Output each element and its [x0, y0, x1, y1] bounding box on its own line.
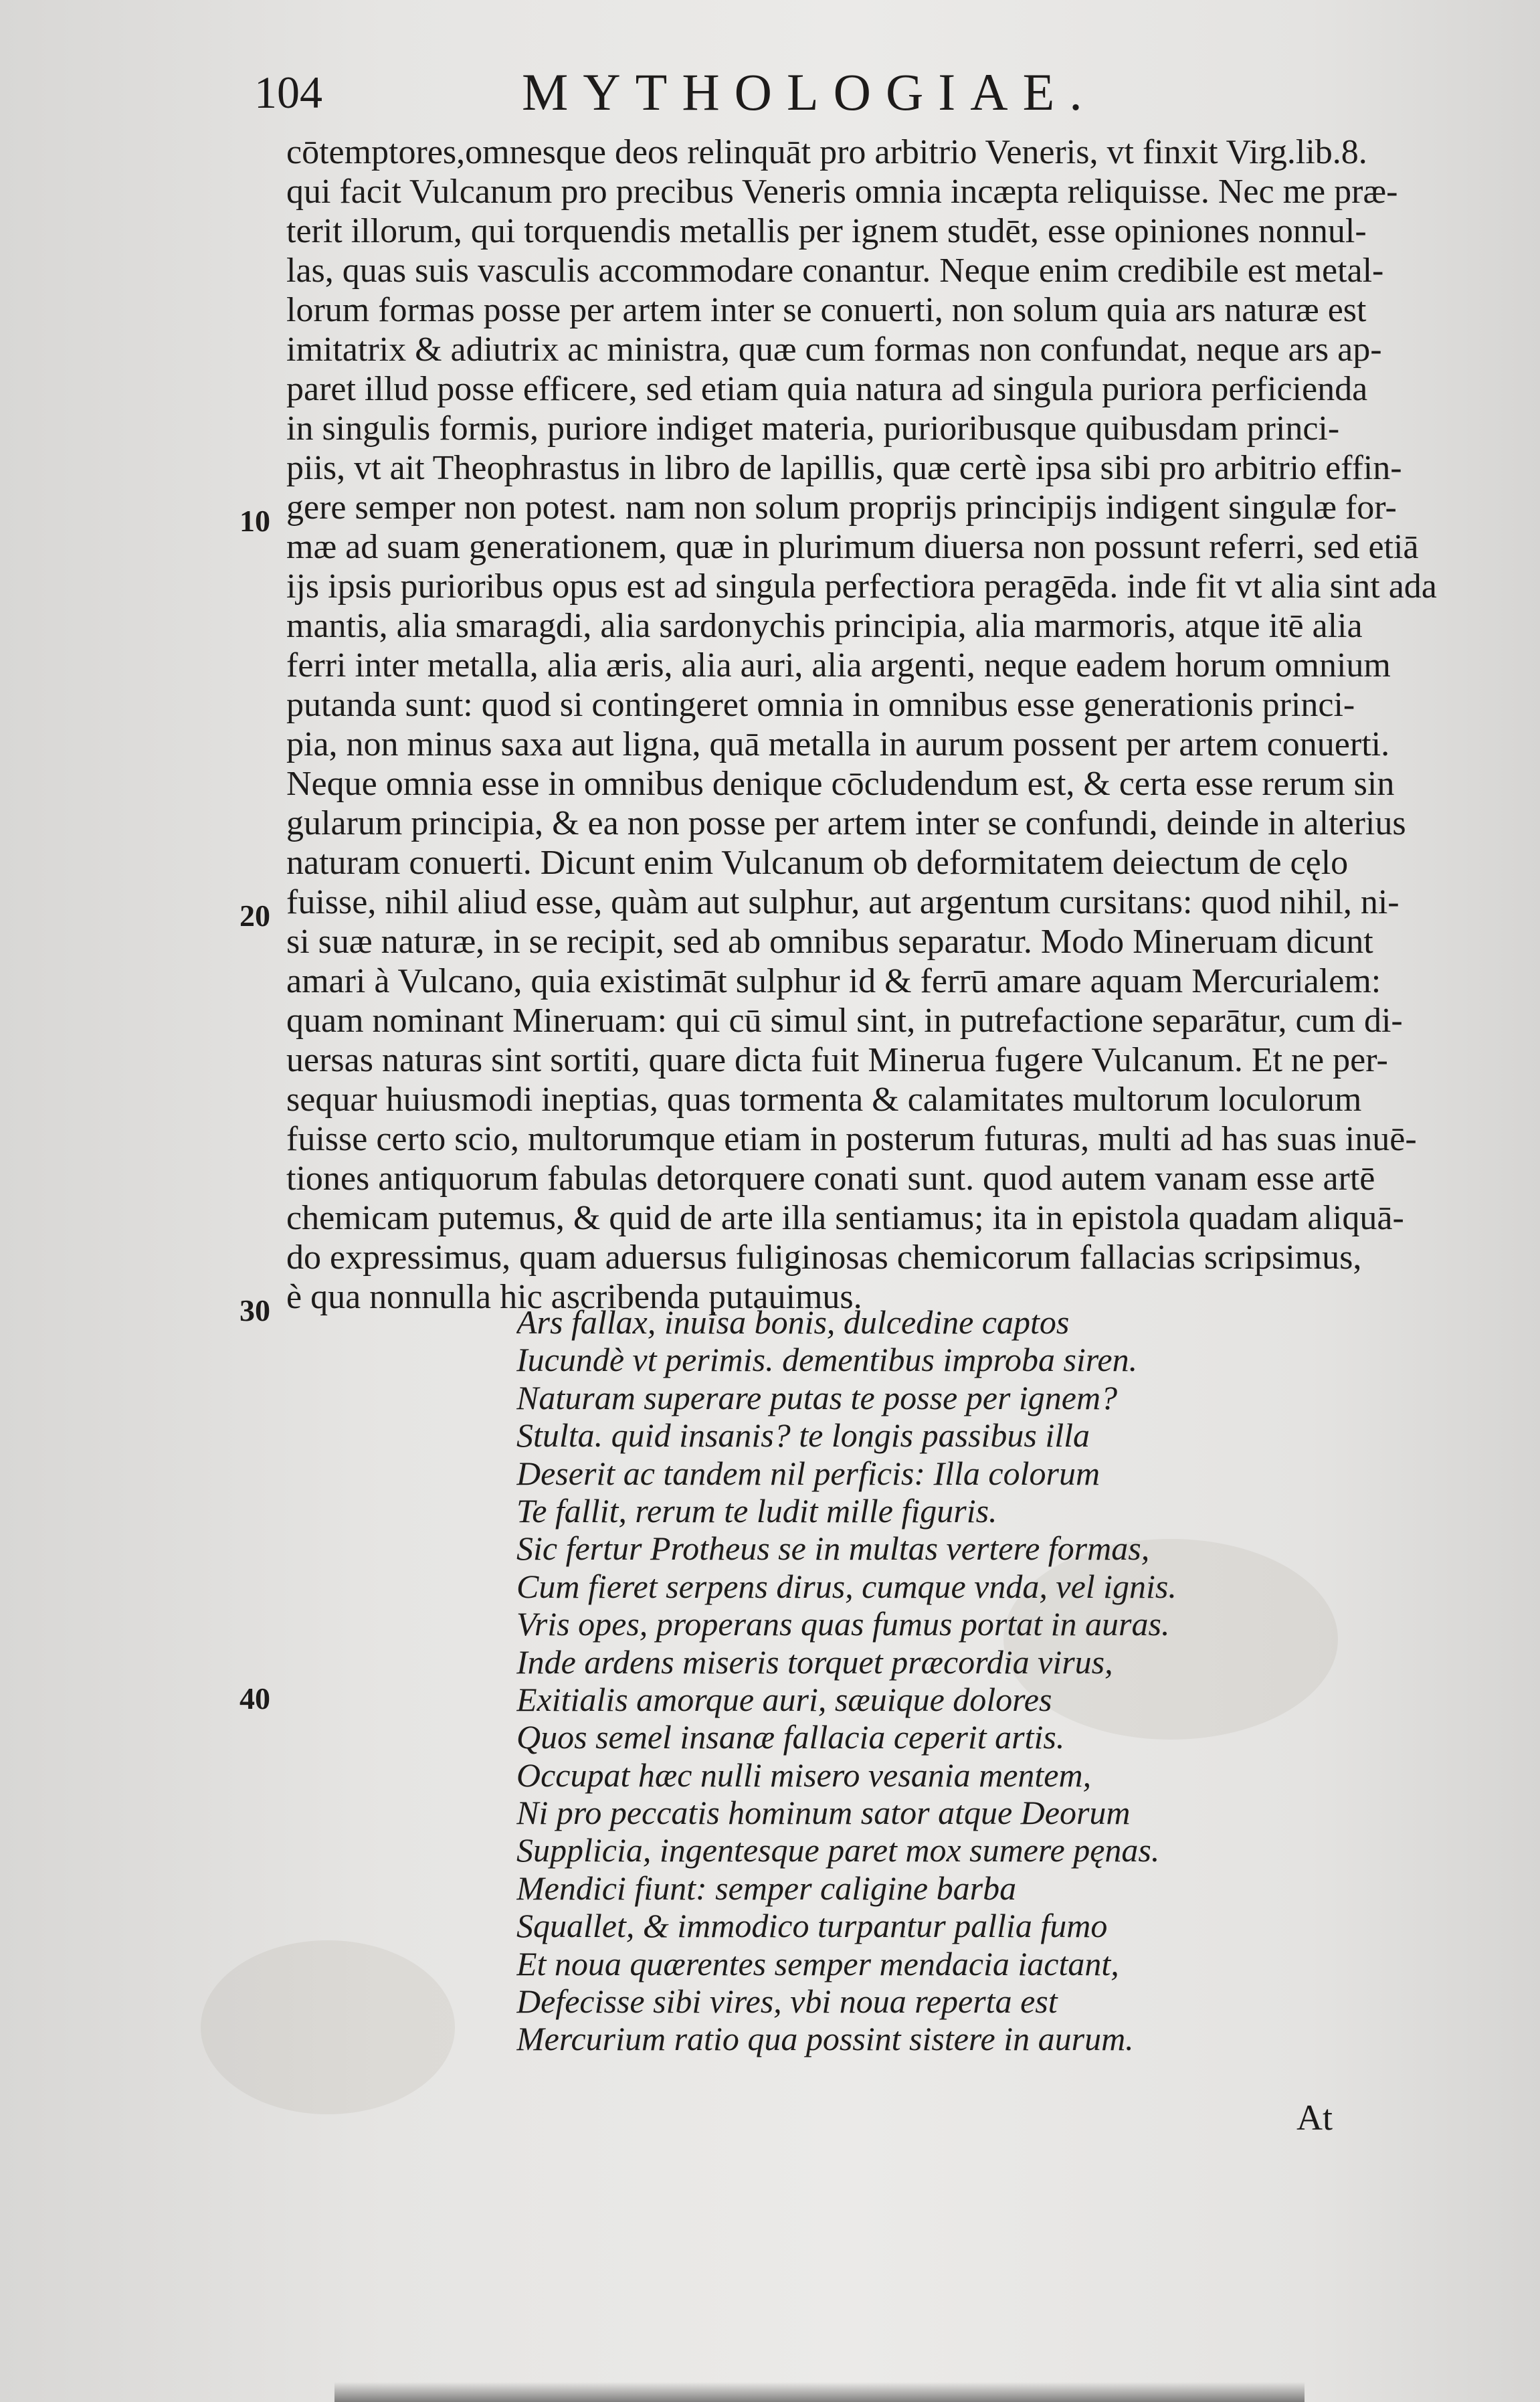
text-line: naturam conuerti. Dicunt enim Vulcanum ob deformitatem deiectum de cęlo [286, 844, 1349, 882]
text-line: piis, vt ait Theophrastus in libro de lapillis, quæ certè ipsa sibi pro arbitrio effin- [286, 449, 1402, 487]
text-line: ferri inter metalla, alia æris, alia auri, alia argenti, neque eadem horum omnium [286, 646, 1391, 684]
verse-line: Sic fertur Protheus se in multas vertere formas, [516, 1530, 1150, 1568]
text-line: in singulis formis, puriore indiget materia, purioribusque quibusdam princi- [286, 409, 1340, 448]
text-line: qui facit Vulcanum pro precibus Veneris omnia incæpta reliquisse. Nec me præ- [286, 173, 1398, 211]
verse-line: Exitialis amorque auri, sæuique dolores [516, 1680, 1052, 1718]
verse-line: Iucundè vt perimis. dementibus improba siren. [516, 1341, 1138, 1379]
text-line: putanda sunt: quod si contingeret omnia in omnibus esse generationis princi- [286, 686, 1355, 724]
verse-line: Naturam superare putas te posse per ignem? [516, 1378, 1118, 1416]
text-line: terit illorum, qui torquendis metallis per ignem studēt, esse opiniones nonnul- [286, 212, 1367, 250]
text-line: sequar huiusmodi ineptias, quas tormenta & calamitates multorum loculorum [286, 1081, 1362, 1119]
verse-line: Et noua quærentes semper mendacia iactant, [516, 1944, 1119, 1982]
line-number-20: 20 [239, 899, 270, 933]
text-line: ijs ipsis purioribus opus est ad singula perfectiora peragēda. inde fit vt alia sint ada [286, 567, 1437, 606]
running-title: MYTHOLOGIAE. [522, 63, 1097, 121]
text-line: mantis, alia smaragdi, alia sardonychis principia, alia marmoris, atque itē alia [286, 607, 1363, 645]
text-line: tiones antiquorum fabulas detorquere conati sunt. quod autem vanam esse artē [286, 1160, 1375, 1198]
text-line: chemicam putemus, & quid de arte illa sentiamus; ita in epistola quadam aliquā- [286, 1199, 1404, 1237]
text-line: imitatrix & adiutrix ac ministra, quæ cum formas non confundat, neque ars ap- [286, 331, 1382, 369]
text-line: paret illud posse efficere, sed etiam quia natura ad singula puriora perficienda [286, 370, 1368, 408]
catchword: At [1296, 2098, 1333, 2138]
text-line: pia, non minus saxa aut ligna, quā metalla in aurum possent per artem conuerti. [286, 725, 1390, 763]
text-line: quam nominant Mineruam: qui cū simul sint, in putrefactione separātur, cum di- [286, 1002, 1403, 1040]
line-number-10: 10 [239, 504, 270, 538]
verse-line: Mendici fiunt: semper caligine barba [516, 1869, 1017, 1907]
page-header [254, 59, 1499, 126]
verse-line: Stulta. quid insanis? te longis passibus illa [516, 1416, 1090, 1455]
text-line: gere semper non potest. nam non solum proprijs principijs indigent singulæ for- [286, 488, 1397, 527]
text-line: do expressimus, quam aduersus fuliginosas chemicorum fallacias scripsimus, [286, 1238, 1362, 1277]
verse-line: Te fallit, rerum te ludit mille figuris. [516, 1491, 997, 1530]
text-line: uersas naturas sint sortiti, quare dicta fuit Minerua fugere Vulcanum. Et ne per- [286, 1041, 1388, 1079]
verse-line: Deserit ac tandem nil perficis: Illa colorum [516, 1454, 1100, 1492]
page-edge-shadow [334, 2382, 1305, 2402]
verse-line: Vris opes, properans quas fumus portat in auras. [516, 1605, 1170, 1643]
text-line: cōtemptores,omnesque deos relinquāt pro arbitrio Veneris, vt finxit Virg.lib.8. [286, 133, 1367, 171]
page-number: 104 [254, 67, 322, 118]
text-line: lorum formas posse per artem inter se conuerti, non solum quia ars naturæ est [286, 291, 1367, 329]
text-line: Neque omnia esse in omnibus denique cōcludendum est, & certa esse rerum sin [286, 765, 1395, 803]
line-number-40: 40 [239, 1681, 270, 1716]
verse-block [516, 1303, 1386, 2058]
verse-line: Supplicia, ingentesque paret mox sumere pęnas. [516, 1831, 1160, 1869]
text-line: fuisse, nihil aliud esse, quàm aut sulphur, aut argentum cursitans: quod nihil, ni- [286, 883, 1400, 921]
verse-line: Cum fieret serpens dirus, cumque vnda, vel ignis. [516, 1567, 1177, 1605]
verse-line: Ni pro peccatis hominum sator atque Deorum [516, 1794, 1131, 1832]
verse-line: Squallet, & immodico turpantur pallia fumo [516, 1907, 1108, 1945]
verse-line: Quos semel insanæ fallacia ceperit artis. [516, 1718, 1065, 1756]
text-line: è qua nonnulla hic ascribenda putauimus. [286, 1278, 862, 1316]
verse-line: Occupat hæc nulli misero vesania mentem, [516, 1756, 1092, 1794]
text-line: fuisse certo scio, multorumque etiam in posterum futuras, multi ad has suas inuē- [286, 1120, 1417, 1158]
text-line: gularum principia, & ea non posse per artem inter se confundi, deinde in alterius [286, 804, 1406, 842]
text-line: mæ ad suam generationem, quæ in plurimum diuersa non possunt referri, sed etiā [286, 528, 1419, 566]
text-line: si suæ naturæ, in se recipit, sed ab omnibus separatur. Modo Mineruam dicunt [286, 923, 1373, 961]
verse-line: Defecisse sibi vires, vbi noua reperta est [516, 1982, 1058, 2021]
paper-stain [201, 1940, 455, 2114]
verse-line: Mercurium ratio qua possint sistere in aurum. [516, 2020, 1134, 2058]
prose-block [286, 132, 1465, 1317]
text-line: las, quas suis vasculis accommodare conantur. Neque enim credibile est metal- [286, 252, 1384, 290]
verse-line: Inde ardens miseris torquet præcordia virus, [516, 1643, 1113, 1681]
line-number-30: 30 [239, 1293, 270, 1327]
text-line: amari à Vulcano, quia existimāt sulphur id & ferrū amare aquam Mercurialem: [286, 962, 1381, 1000]
verse-line: Ars fallax, inuisa bonis, dulcedine captos [516, 1303, 1070, 1341]
